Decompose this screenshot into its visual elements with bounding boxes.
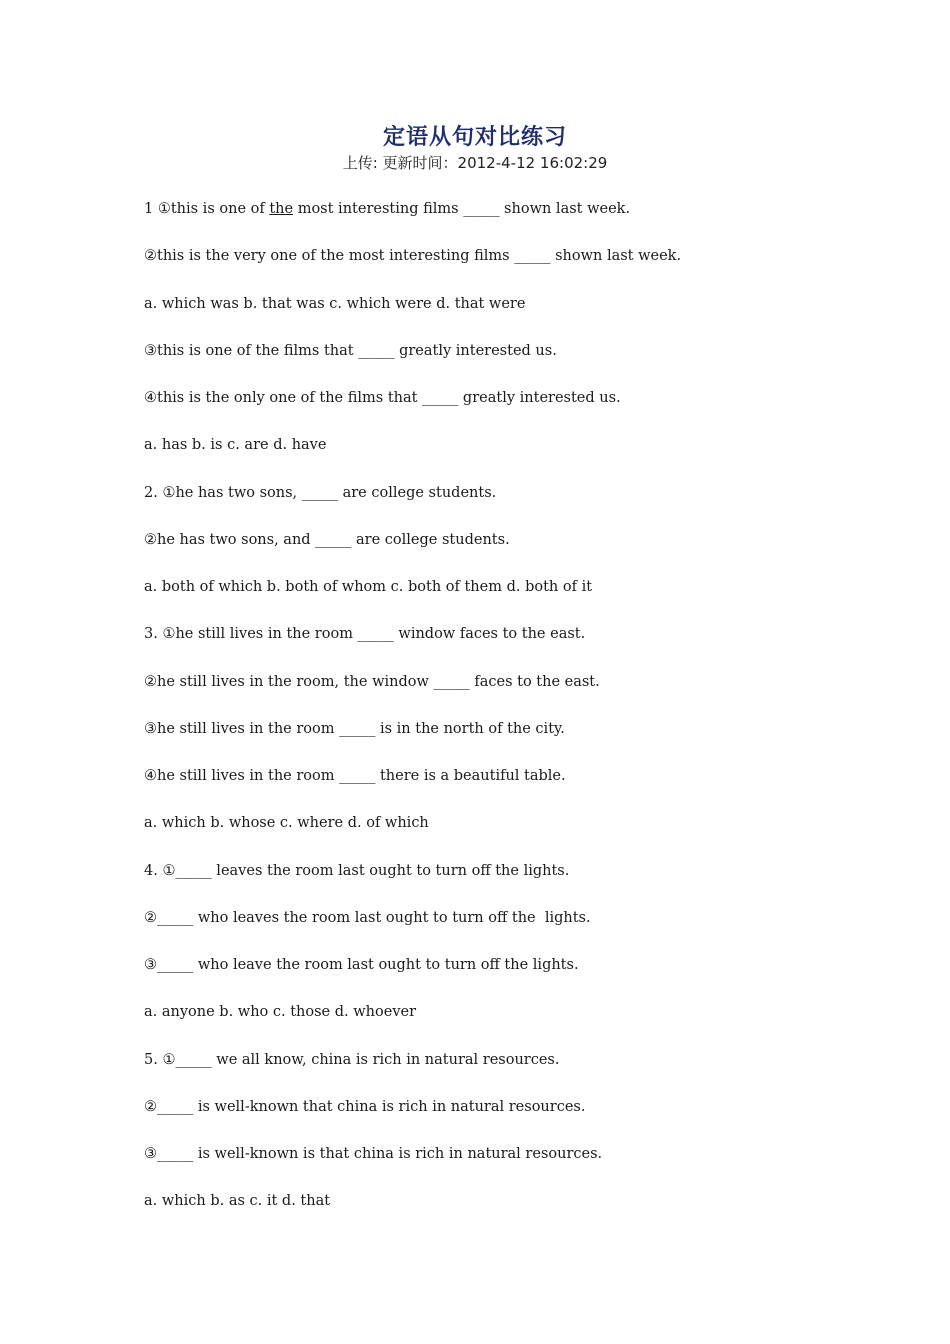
exercise-line: ③this is one of the films that _____ greatly interested us. — [144, 342, 557, 359]
answer-options: a. has b. is c. are d. have — [144, 437, 327, 454]
exercise-line: ②_____ who leaves the room last ought to turn off the lights. — [144, 909, 591, 926]
answer-options: a. both of which b. both of whom c. both of them d. both of it — [144, 579, 593, 595]
exercise-line: 2. ①he has two sons, _____ are college students. — [144, 484, 497, 501]
exercise-line: ③_____ is well-known is that china is rich in natural resources. — [144, 1146, 603, 1162]
exercise-line: ③he still lives in the room _____ is in the north of the city. — [144, 720, 565, 737]
upload-meta: 上传: 更新时间：2012-4-12 16:02:29 — [342, 154, 608, 172]
exercise-line — [144, 197, 904, 244]
answer-options: a. anyone b. who c. those d. whoever — [144, 1004, 417, 1021]
line-text-post: most interesting films _____ shown last week. — [293, 201, 631, 217]
underlined-word: the — [269, 201, 294, 217]
exercise-line: ②he has two sons, and _____ are college students. — [144, 531, 510, 548]
exercise-line: ④this is the only one of the films that _____ greatly interested us. — [144, 390, 621, 406]
exercise-line: 5. ①_____ we all know, china is rich in natural resources. — [144, 1051, 560, 1068]
exercise-line: ②_____ is well-known that china is rich in natural resources. — [144, 1098, 586, 1115]
document-title: 定语从句对比练习 — [382, 125, 567, 150]
exercise-line: ③_____ who leave the room last ought to turn off the lights. — [144, 957, 579, 973]
answer-options: a. which was b. that was c. which were d. that were — [144, 295, 526, 312]
exercise-line: ④he still lives in the room _____ there is a beautiful table. — [144, 768, 566, 784]
exercise-lines — [144, 197, 904, 1237]
exercise-line: ②he still lives in the room, the window _____ faces to the east. — [144, 673, 600, 690]
exercise-line: 3. ①he still lives in the room _____ window faces to the east. — [144, 626, 586, 643]
exercise-line: ②this is the very one of the most interesting films _____ shown last week. — [144, 248, 682, 265]
exercise-line: 4. ①_____ leaves the room last ought to turn off the lights. — [144, 862, 570, 879]
answer-options: a. which b. as c. it d. that — [144, 1193, 331, 1210]
line-text-pre: 1 ①this is one of — [144, 201, 270, 217]
answer-options: a. which b. whose c. where d. of which — [144, 815, 429, 832]
